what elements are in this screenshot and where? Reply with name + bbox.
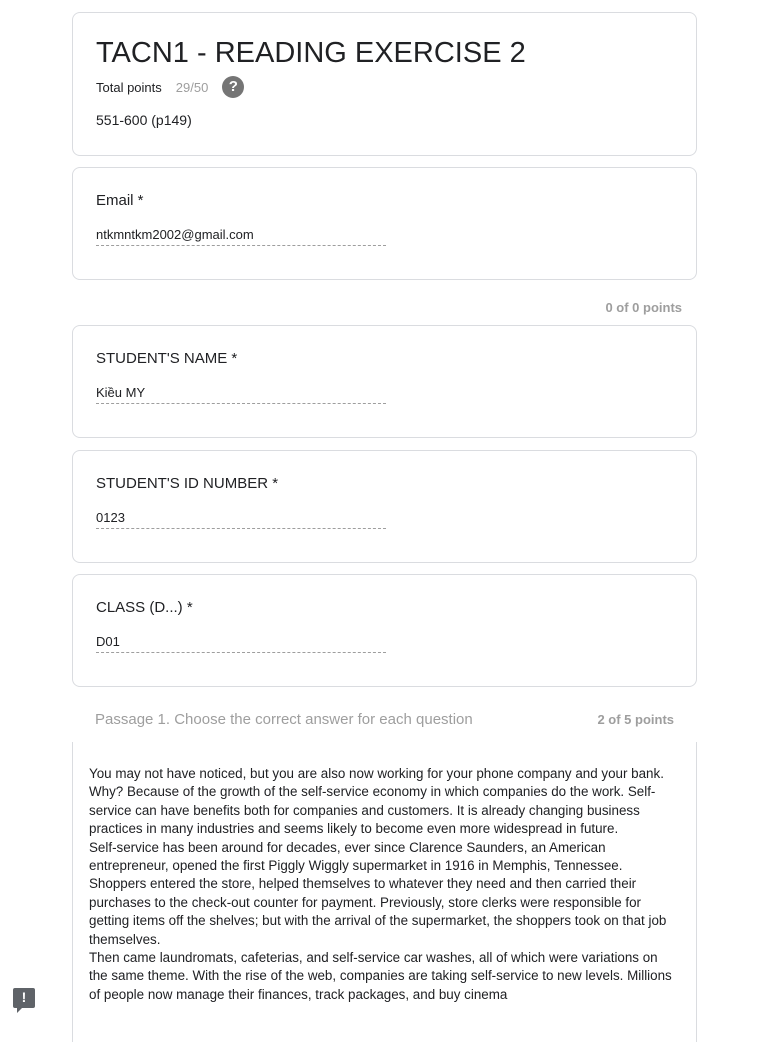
student-name-answer: Kiều MY: [96, 384, 386, 404]
email-answer: ntkmntkm2002@gmail.com: [96, 226, 386, 246]
section-header: [95, 711, 674, 728]
question-card-student-name: [72, 325, 697, 438]
class-answer: D01: [96, 633, 386, 653]
passage-text: [89, 765, 677, 1004]
total-points-value: 29/50: [175, 79, 209, 95]
question-card-class: [72, 574, 697, 687]
section-title: Passage 1. Choose the correct answer for each question: [95, 711, 473, 728]
form-header-card: [72, 12, 697, 156]
total-points-label: Total points: [96, 79, 162, 95]
student-id-answer: 0123: [96, 509, 386, 529]
question-card-email: [72, 167, 697, 280]
question-label: STUDENT'S NAME *: [96, 350, 238, 367]
total-points-row: [96, 77, 244, 97]
question-label: STUDENT'S ID NUMBER *: [96, 475, 279, 492]
help-circle-icon[interactable]: ?: [222, 76, 244, 98]
passage-paragraph: Then came laundromats, cafeterias, and self-service car washes, all of which were variations on the same theme. With the rise of the web, companies are taking self-service to new levels. Millions of people now manage their finances, track packages, and buy cinema: [89, 950, 672, 1002]
question-label: CLASS (D...) *: [96, 599, 193, 616]
form-description: 551-600 (p149): [96, 112, 192, 128]
passage-paragraph: Self-service has been around for decades, ever since Clarence Saunders, an American entrepreneur, opened the first Piggly Wiggly supermarket in 1916 in Memphis, Tennessee. Shoppers entered the store, helped themselves to whatever they need and then carried their purchases to the check-out counter for payment. Previously, store clerks were responsible for getting items off the shelves; but with the arrival of the supermarket, the shoppers took on that job themselves.: [89, 839, 667, 947]
passage-card: [72, 742, 697, 1042]
section-points: 2 of 5 points: [597, 712, 674, 727]
passage-paragraph: You may not have noticed, but you are also now working for your phone company and your bank. Why? Because of the growth of the self-service economy in which companies do the work. Self-service can have benefits both for companies and customers. It is already changing business practices in many industries and seems likely to become even more widespread in future.: [89, 766, 664, 837]
form-title: TACN1 - READING EXERCISE 2: [96, 37, 526, 69]
feedback-icon[interactable]: !: [13, 988, 35, 1008]
question-label: Email *: [96, 192, 144, 209]
question-card-student-id: [72, 450, 697, 563]
points-note: 0 of 0 points: [605, 300, 682, 315]
